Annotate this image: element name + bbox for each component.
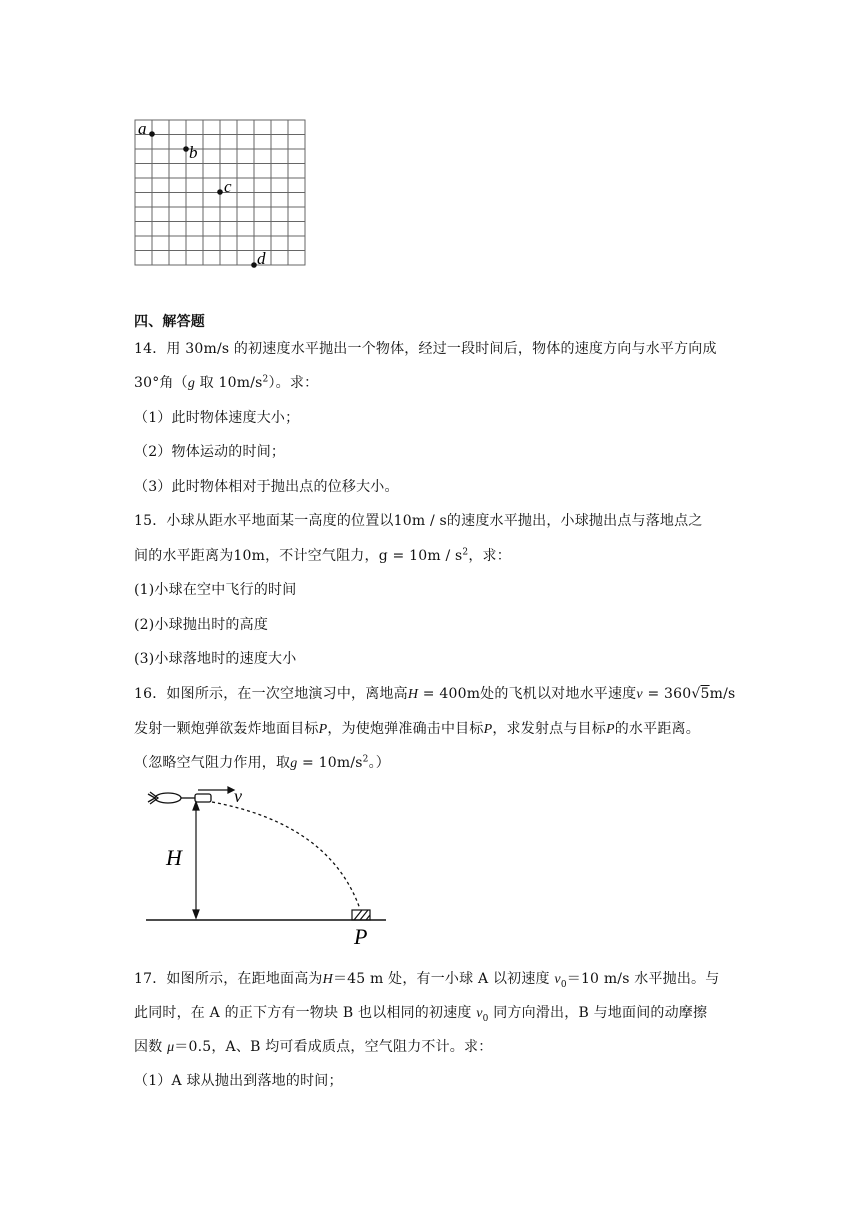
q17-line1: 17．如图所示，在距地面高为H＝45 m 处，有一小球 A 以初速度 $v_0=10$ m/s 水平抛出。与 <box>134 971 720 990</box>
label-b: b <box>189 143 198 162</box>
point-a <box>149 131 155 137</box>
q16-line1: 16．如图所示，在一次空地演习中，离地高H = 400m处的飞机以对地水平速度v = 360√5m/s <box>134 686 736 702</box>
q16-line2: 发射一颗炮弹欲轰炸地面目标P，为使炮弹准确击中目标P，求发射点与目标P的水平距离。 <box>134 721 700 737</box>
label-a: a <box>138 119 147 138</box>
target-box <box>352 910 370 920</box>
trajectory-curve <box>212 802 360 909</box>
label-H: H <box>166 845 182 870</box>
plane-icon <box>148 792 211 804</box>
q14-sub2: （2）物体运动的时间； <box>134 444 286 460</box>
label-d: d <box>257 249 266 268</box>
section-heading: 四、解答题 <box>134 314 205 330</box>
q15-sub2: (2)小球抛出时的高度 <box>134 617 269 633</box>
height-arrow <box>193 802 199 918</box>
q15-line2: 间的水平距离为10m，不计空气阻力，$g = 10m / s^2$，求： <box>134 547 511 564</box>
plane-figure <box>140 784 400 950</box>
q16-line3: （忽略空气阻力作用，取$g = 10m/s^2$。） <box>134 754 390 771</box>
q15-line1: 15．小球从距水平地面某一高度的位置以10m / s的速度水平抛出，小球抛出点与落地点之 <box>134 513 703 529</box>
q17-line2: 此同时，在 A 的正下方有一物块 B 也以相同的初速度 $v_0$ 同方向滑出，B 与地面间的动摩擦 <box>134 1005 708 1024</box>
q17-line3: 因数 μ＝0.5，A、B 均可看成质点，空气阻力不计。求： <box>134 1039 493 1055</box>
grid-figure <box>130 118 310 270</box>
point-b <box>183 146 189 152</box>
label-v: v <box>234 786 242 806</box>
point-d <box>251 262 257 268</box>
q17-sub1: （1）A 球从抛出到落地的时间； <box>134 1073 343 1089</box>
velocity-arrow <box>198 787 234 793</box>
point-c <box>217 189 223 195</box>
q15-sub3: (3)小球落地时的速度大小 <box>134 651 297 667</box>
q14-sub1: （1）此时物体速度大小； <box>134 410 300 426</box>
q15-sub1: (1)小球在空中飞行的时间 <box>134 582 297 598</box>
q14-line2: 30°角（g 取 $10m/s^2$）。求： <box>134 374 319 391</box>
q14-line1: 14．用 30m/s 的初速度水平抛出一个物体，经过一段时间后，物体的速度方向与水平方向成 <box>134 341 717 357</box>
q14-sub3: （3）此时物体相对于抛出点的位移大小。 <box>134 479 399 495</box>
label-c: c <box>224 177 232 196</box>
label-P: P <box>354 924 368 949</box>
